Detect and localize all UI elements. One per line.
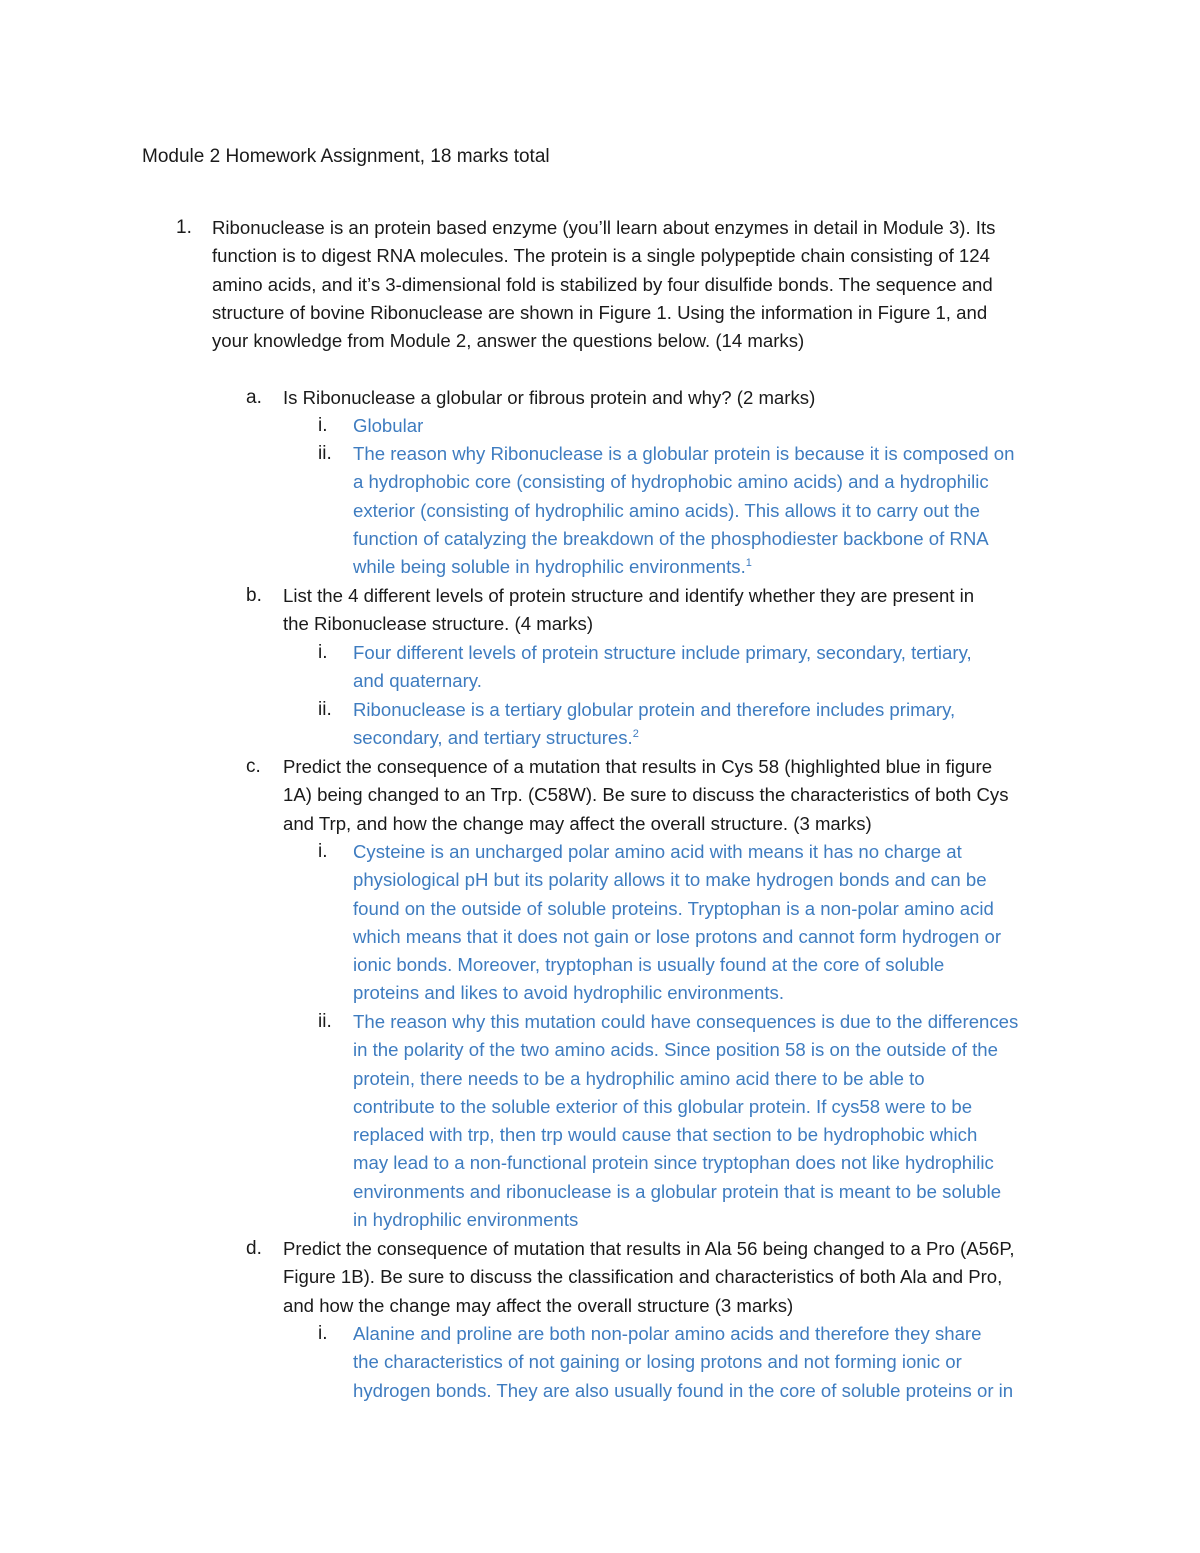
question-line: Is Ribonuclease a globular or fibrous protein and why? (2 marks) [283,387,816,408]
answer-line: exterior (consisting of hydrophilic amino acids). This allows it to carry out the [353,499,980,521]
question-line: Figure 1B). Be sure to discuss the classification and characteristics of both Ala and Pro, [283,1266,1003,1288]
answer-line: function of catalyzing the breakdown of the phosphodiester backbone of RNA [353,527,989,549]
answer-label: i. [318,642,328,663]
answer-line: contribute to the soluble exterior of this globular protein. If cys58 were to be [353,1095,973,1117]
part-a-label: a. [246,387,262,408]
question-line: Ribonuclease is an protein based enzyme (you’ll learn about enzymes in detail in Module 3). Its [212,217,996,238]
question-line: function is to digest RNA molecules. The protein is a single polypeptide chain consisting of 124 [212,245,990,267]
part-a-question [283,384,1063,412]
answer-text [353,1008,1063,1234]
answer-label: ii. [318,443,332,464]
answer-line: secondary, and tertiary structures. [353,727,633,749]
answer-line: found on the outside of soluble proteins. Tryptophan is a non-polar amino acid [353,897,994,919]
question-line: your knowledge from Module 2, answer the questions below. (14 marks) [212,330,805,352]
question-line: structure of bovine Ribonuclease are shown in Figure 1. Using the information in Figure 1, and [212,301,988,323]
answer-text [353,440,1063,581]
question-text [212,214,1072,355]
question-line: and how the change may affect the overall structure (3 marks) [283,1294,794,1316]
answer-line: which means that it does not gain or lose protons and cannot form hydrogen or [353,925,1002,947]
question-line: amino acids, and it’s 3-dimensional fold is stabilized by four disulfide bonds. The sequence and [212,273,993,295]
answer-text [353,838,1063,1008]
answer-text [353,696,1063,753]
answer-text [353,412,1063,440]
answer-label: ii. [318,1011,332,1032]
answer-line: a hydrophobic core (consisting of hydrophobic amino acids) and a hydrophilic [353,471,989,493]
footnote-marker[interactable]: 1 [745,557,752,570]
part-c-label: c. [246,756,261,777]
question-line: Predict the consequence of a mutation that results in Cys 58 (highlighted blue in figure [283,756,993,777]
answer-line: and quaternary. [353,670,482,692]
answer-label: i. [318,841,328,862]
answer-line: in hydrophilic environments [353,1209,579,1231]
part-d-question [283,1235,1063,1320]
question-line: Predict the consequence of mutation that results in Ala 56 being changed to a Pro (A56P, [283,1238,1015,1259]
part-b-label: b. [246,585,262,606]
answer-text [353,639,1063,696]
answer-line: while being soluble in hydrophilic environments. [353,556,746,578]
answer-line: The reason why Ribonuclease is a globular protein is because it is composed on [353,443,1015,464]
answer-line: in the polarity of the two amino acids. Since position 58 is on the outside of the [353,1039,998,1061]
question-line: List the 4 different levels of protein structure and identify whether they are present in [283,585,975,606]
answer-line: ionic bonds. Moreover, tryptophan is usually found at the core of soluble [353,954,945,976]
answer-line: hydrogen bonds. They are also usually found in the core of soluble proteins or in [353,1379,1014,1401]
answer-line: Cysteine is an uncharged polar amino acid with means it has no charge at [353,841,962,862]
part-b-question [283,582,1063,639]
answer-label: ii. [318,699,332,720]
question-line: and Trp, and how the change may affect the overall structure. (3 marks) [283,812,872,834]
answer-text [353,1320,1063,1405]
answer-line-with-footnote [353,724,1063,752]
question-line: the Ribonuclease structure. (4 marks) [283,613,594,635]
answer-label: i. [318,1323,328,1344]
answer-line-with-footnote [353,553,1063,581]
part-c-question [283,753,1063,838]
answer-line: Alanine and proline are both non-polar amino acids and therefore they share [353,1323,982,1344]
answer-line: replaced with trp, then trp would cause that section to be hydrophobic which [353,1124,978,1146]
answer-line: Globular [353,415,424,436]
answer-line: Four different levels of protein structure include primary, secondary, tertiary, [353,642,972,663]
answer-line: environments and ribonuclease is a globular protein that is meant to be soluble [353,1180,1002,1202]
answer-line: the characteristics of not gaining or losing protons and not forming ionic or [353,1351,962,1373]
answer-label: i. [318,415,328,436]
question-number: 1. [176,217,192,238]
answer-line: may lead to a non-functional protein since tryptophan does not like hydrophilic [353,1152,994,1174]
answer-line: protein, there needs to be a hydrophilic amino acid there to be able to [353,1067,925,1089]
question-line: 1A) being changed to an Trp. (C58W). Be sure to discuss the characteristics of both Cys [283,784,1009,806]
page-title: Module 2 Homework Assignment, 18 marks total [142,146,550,167]
part-d-label: d. [246,1238,262,1259]
answer-line: physiological pH but its polarity allows it to make hydrogen bonds and can be [353,869,987,891]
footnote-marker[interactable]: 2 [632,728,639,741]
answer-line: The reason why this mutation could have consequences is due to the differences [353,1011,1019,1032]
answer-line: proteins and likes to avoid hydrophilic environments. [353,982,784,1004]
answer-line: Ribonuclease is a tertiary globular protein and therefore includes primary, [353,699,956,720]
